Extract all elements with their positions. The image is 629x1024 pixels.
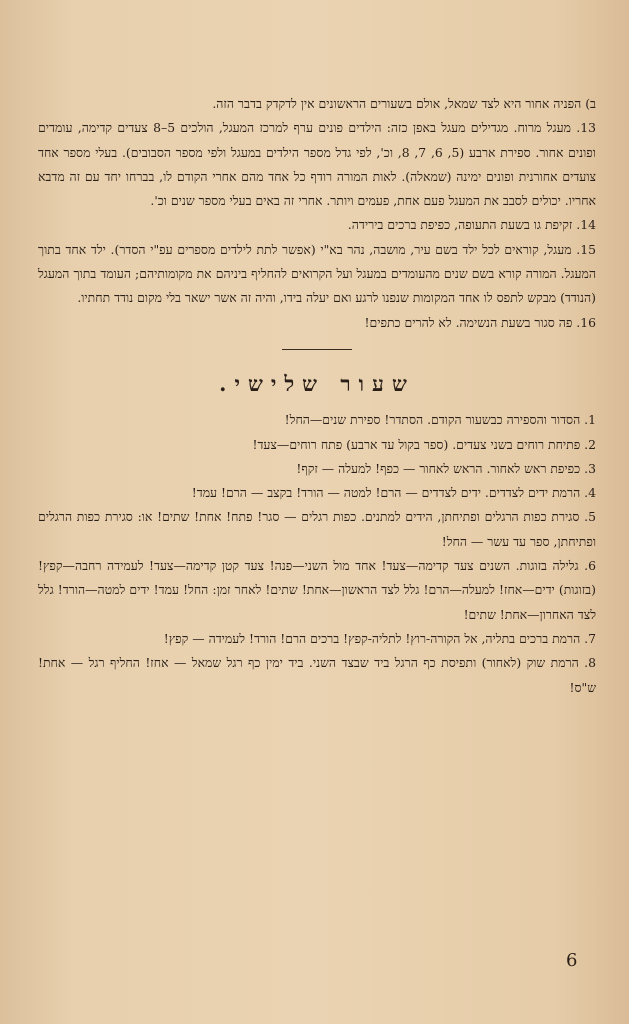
paragraph-16: 16. פה סגור בשעת הנשימה. לא להרים כתפים! <box>364 314 596 330</box>
paragraph-15: 15. מעגל, קוראים לכל ילד בשם עיר, מושבה, נהר בא"י (אפשר לתת לילדים מספרים עפ"י הסדר). ילד אחד בתוך המעגל. המורה קורא בשם שנים מהעומדים במעגל ועל הקרואים להחליף ביניהם את מקומותיהם; העומד בתוך המעגל (הנודד) מבקש לתפס לו אחד המקומות שנפנו לרגע ואם יעלה בידו, והיה זה אשר ישאר בלי מקום נודד תחתיו. <box>38 241 596 306</box>
paragraph-14: 14. זקיפת גו בשעת התעופה, כפיפת ברכים בירידה. <box>347 217 596 233</box>
lesson-heading: שעור שלישי. <box>219 370 415 396</box>
exercise-item-7: 7. הרמת ברכים בתליה, אל הקורה-רוץ! לתליה-קפץ! ברכים הרם! הורד! לעמידה — קפץ! <box>163 630 596 646</box>
exercise-item-4: 4. הרמת ידים לצדדים. ידים לצדדים — הרם! למטה — הורד! בקצב — הרם! עמד! <box>191 485 596 501</box>
exercise-item-3: 3. כפיפת ראש לאחור. הראש לאחור — כפף! למעלה — זקף! <box>296 460 596 476</box>
exercise-item-5: 5. סגירת כפות הרגלים ופתיחתן, הידים למתנים. כפות רגלים — סגר! פתח! אחת! שתים! או: סגירת כפות הרגלים ופתיחתן, ספר עד עשר — החל! <box>38 509 596 549</box>
section-divider <box>282 349 352 350</box>
exercise-item-8: 8. הרמת שוק (לאחור) ותפיסת כף הרגל ביד שבצד השני. ביד ימין כף רגל שמאל — אחז! החליף רגל — אחת! ש"ס! <box>38 655 596 695</box>
exercise-item-1: 1. הסדור והספירה כבשעור הקודם. הסתדר! ספירת שנים—החל! <box>284 412 596 428</box>
exercise-item-6: 6. גלילה בזוגות. השנים צעד קדימה—צעד! אחד מול השני—פנה! צעד קטן קדימה—צעד! לעמידה רחבה—קפץ! (בזוגות) ידים—אחז! למעלה—הרם! גלל לצד הראשון—אחת! שתים! לאחר זמן: החל! עמד! ידים למטה—הורד! גלל לצד האחרון—אחת! שתים! <box>38 558 596 622</box>
exercise-item-2: 2. פתיחת רוחים בשני צעדים. (ספר בקול עד ארבע) פתח רוחים—צעד! <box>252 436 596 452</box>
paragraph-note-b: ב) הפניה אחור היא לצד שמאל, אולם בשעורים הראשונים אין לדקדק בדבר הזה. <box>212 96 596 111</box>
page-text <box>38 92 596 700</box>
page-number: 6 <box>566 950 578 971</box>
paragraph-13: 13. מעגל מרוח. מגדילים מעגל באפן כזה: הילדים פונים ערף למרכז המעגל, הולכים 5–8 צעדים קדימה, עומדים ופונים אחור. ספירת ארבע (5, 6, 7, 8, וכ', לפי גדל מספר הילדים במעגל ולפי מספר הסבובים). בעלי מספר אחד צועדים אחורנית ופונים ימינה (שמאלה). לאות המורה רודף כל אחד מהם אחרי הקודם לו, בברחו יחד עם זה מדבא אחריו. יכולים לסבב את המעגל פעם אחת, פעמים ויותר. אחרי זה באים בעלי מספר שנים וכ'. <box>38 120 596 209</box>
